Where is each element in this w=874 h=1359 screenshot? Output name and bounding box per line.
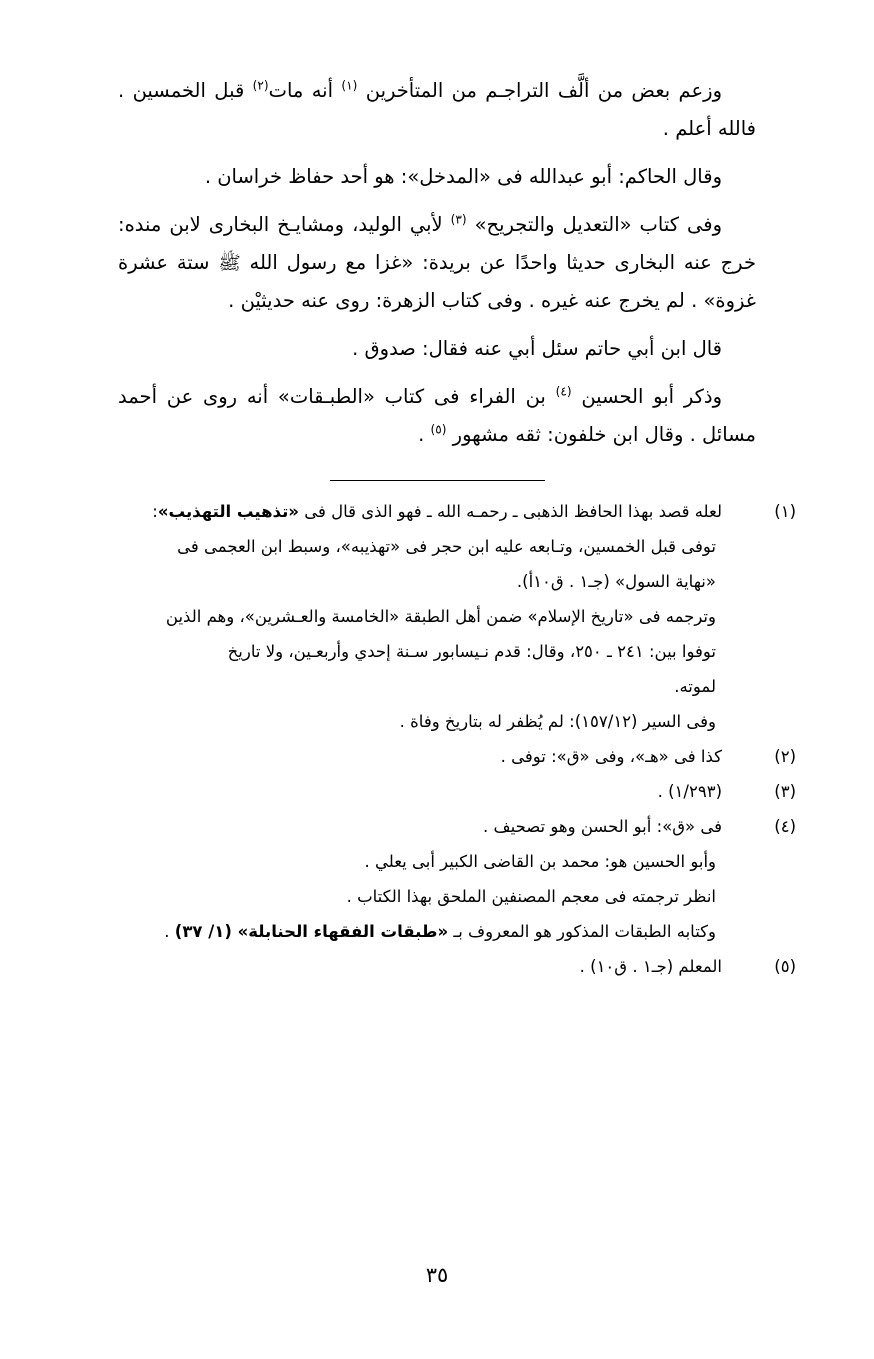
- page-number: ٣٥: [425, 1263, 449, 1287]
- footnote-text: (١/٢٩٣) .: [657, 782, 722, 802]
- body-paragraph: وقال الحاكم: أبو عبدالله فى «المدخل»: هو أحد حفاظ خراسان .: [204, 165, 722, 189]
- footnote-line: [118, 740, 796, 773]
- footnote-line: وترجمه فى «تاريخ الإسلام» ضمن أهل الطبقة «الخامسة والعـشرين»، وهم الذين: [165, 607, 716, 627]
- footnote-separator-rule: [330, 480, 545, 481]
- footnote-line: [118, 810, 796, 843]
- footnote-line: [118, 495, 796, 528]
- footnote-marker: (١): [774, 502, 796, 522]
- body-paragraph: قال ابن أبي حاتم سئل أبي عنه فقال: صدوق .: [352, 337, 722, 361]
- footnote-marker: (٤): [774, 817, 796, 837]
- footnote-line: «نهاية السول» (جـ١ . ق١٠أ).: [516, 572, 716, 592]
- footnote-marker: (٢): [774, 747, 796, 767]
- footnote-line: توفى قبل الخمسين، وتـابعه عليه ابن حجر فى «تهذيبه»، وسبط ابن العجمى فى: [177, 537, 716, 557]
- footnote-line: توفوا بين: ٢٤١ ـ ٢٥٠، وقال: قدم نـيسابور سـنة إحدي وأربعـين، ولا تاريخ: [227, 642, 716, 662]
- footnote-line: انظر ترجمته فى معجم المصنفين الملحق بهذا الكتاب .: [346, 887, 716, 907]
- footnote-marker: (٣): [774, 782, 796, 802]
- footnote-marker: (٥): [774, 957, 796, 977]
- footnote-line: [118, 950, 796, 983]
- footnotes-block: [118, 495, 796, 983]
- footnote-line: وأبو الحسين هو: محمد بن القاضى الكبير أبى يعلي .: [364, 852, 716, 872]
- body-paragraph: وزعم بعض من ألَّف التراجـم من المتأخرين $^{(١)}$ أنه مات$^{(٢)}$ قبل الخمسين . فالله أعلم .: [118, 78, 756, 141]
- footnote-line: وفى السير (١٥٧/١٢): لم يُظفر له بتاريخ وفاة .: [399, 712, 716, 732]
- body-paragraph: وفى كتاب «التعديل والتجريح» $^{(٣)}$ لأبي الوليد، ومشايـخ البخارى لابن منده: خرج عنه البخارى حديثا واحدًا عن بريدة: «غزا مع رسول الله ﷺ ستة عشرة غزوة» . لم يخرج عنه غيره . وفى كتاب الزهرة: روى عنه حديثيْن .: [118, 212, 756, 313]
- footnote-text: لعله قصد بهذا الحافظ الذهبى ـ رحمـه الله ـ فهو الذى قال فى «تذهيب التهذيب»:: [152, 502, 722, 522]
- footnote-text: المعلم (جـ١ . ق١٠) .: [579, 957, 722, 977]
- body-paragraph: وذكر أبو الحسين $^{(٤)}$ بن الفراء فى كتاب «الطبـقات» أنه روى عن أحمد مسائل . وقال ابن خلفون: ثقه مشهور $^{(٥)}$ .: [118, 384, 756, 447]
- footnote-text: فى «ق»: أبو الحسن وهو تصحيف .: [483, 817, 722, 837]
- footnote-line: [118, 775, 796, 808]
- page-content: [118, 72, 796, 985]
- main-text-block: [118, 72, 756, 454]
- footnote-text: كذا فى «هـ»، وفى «ق»: توفى .: [500, 747, 722, 767]
- footnote-line: لموته.: [674, 677, 716, 697]
- footnote-line: وكتابه الطبقات المذكور هو المعروف بـ «طبقات الفقهاء الحنابلة» (١/ ٣٧) .: [164, 922, 716, 942]
